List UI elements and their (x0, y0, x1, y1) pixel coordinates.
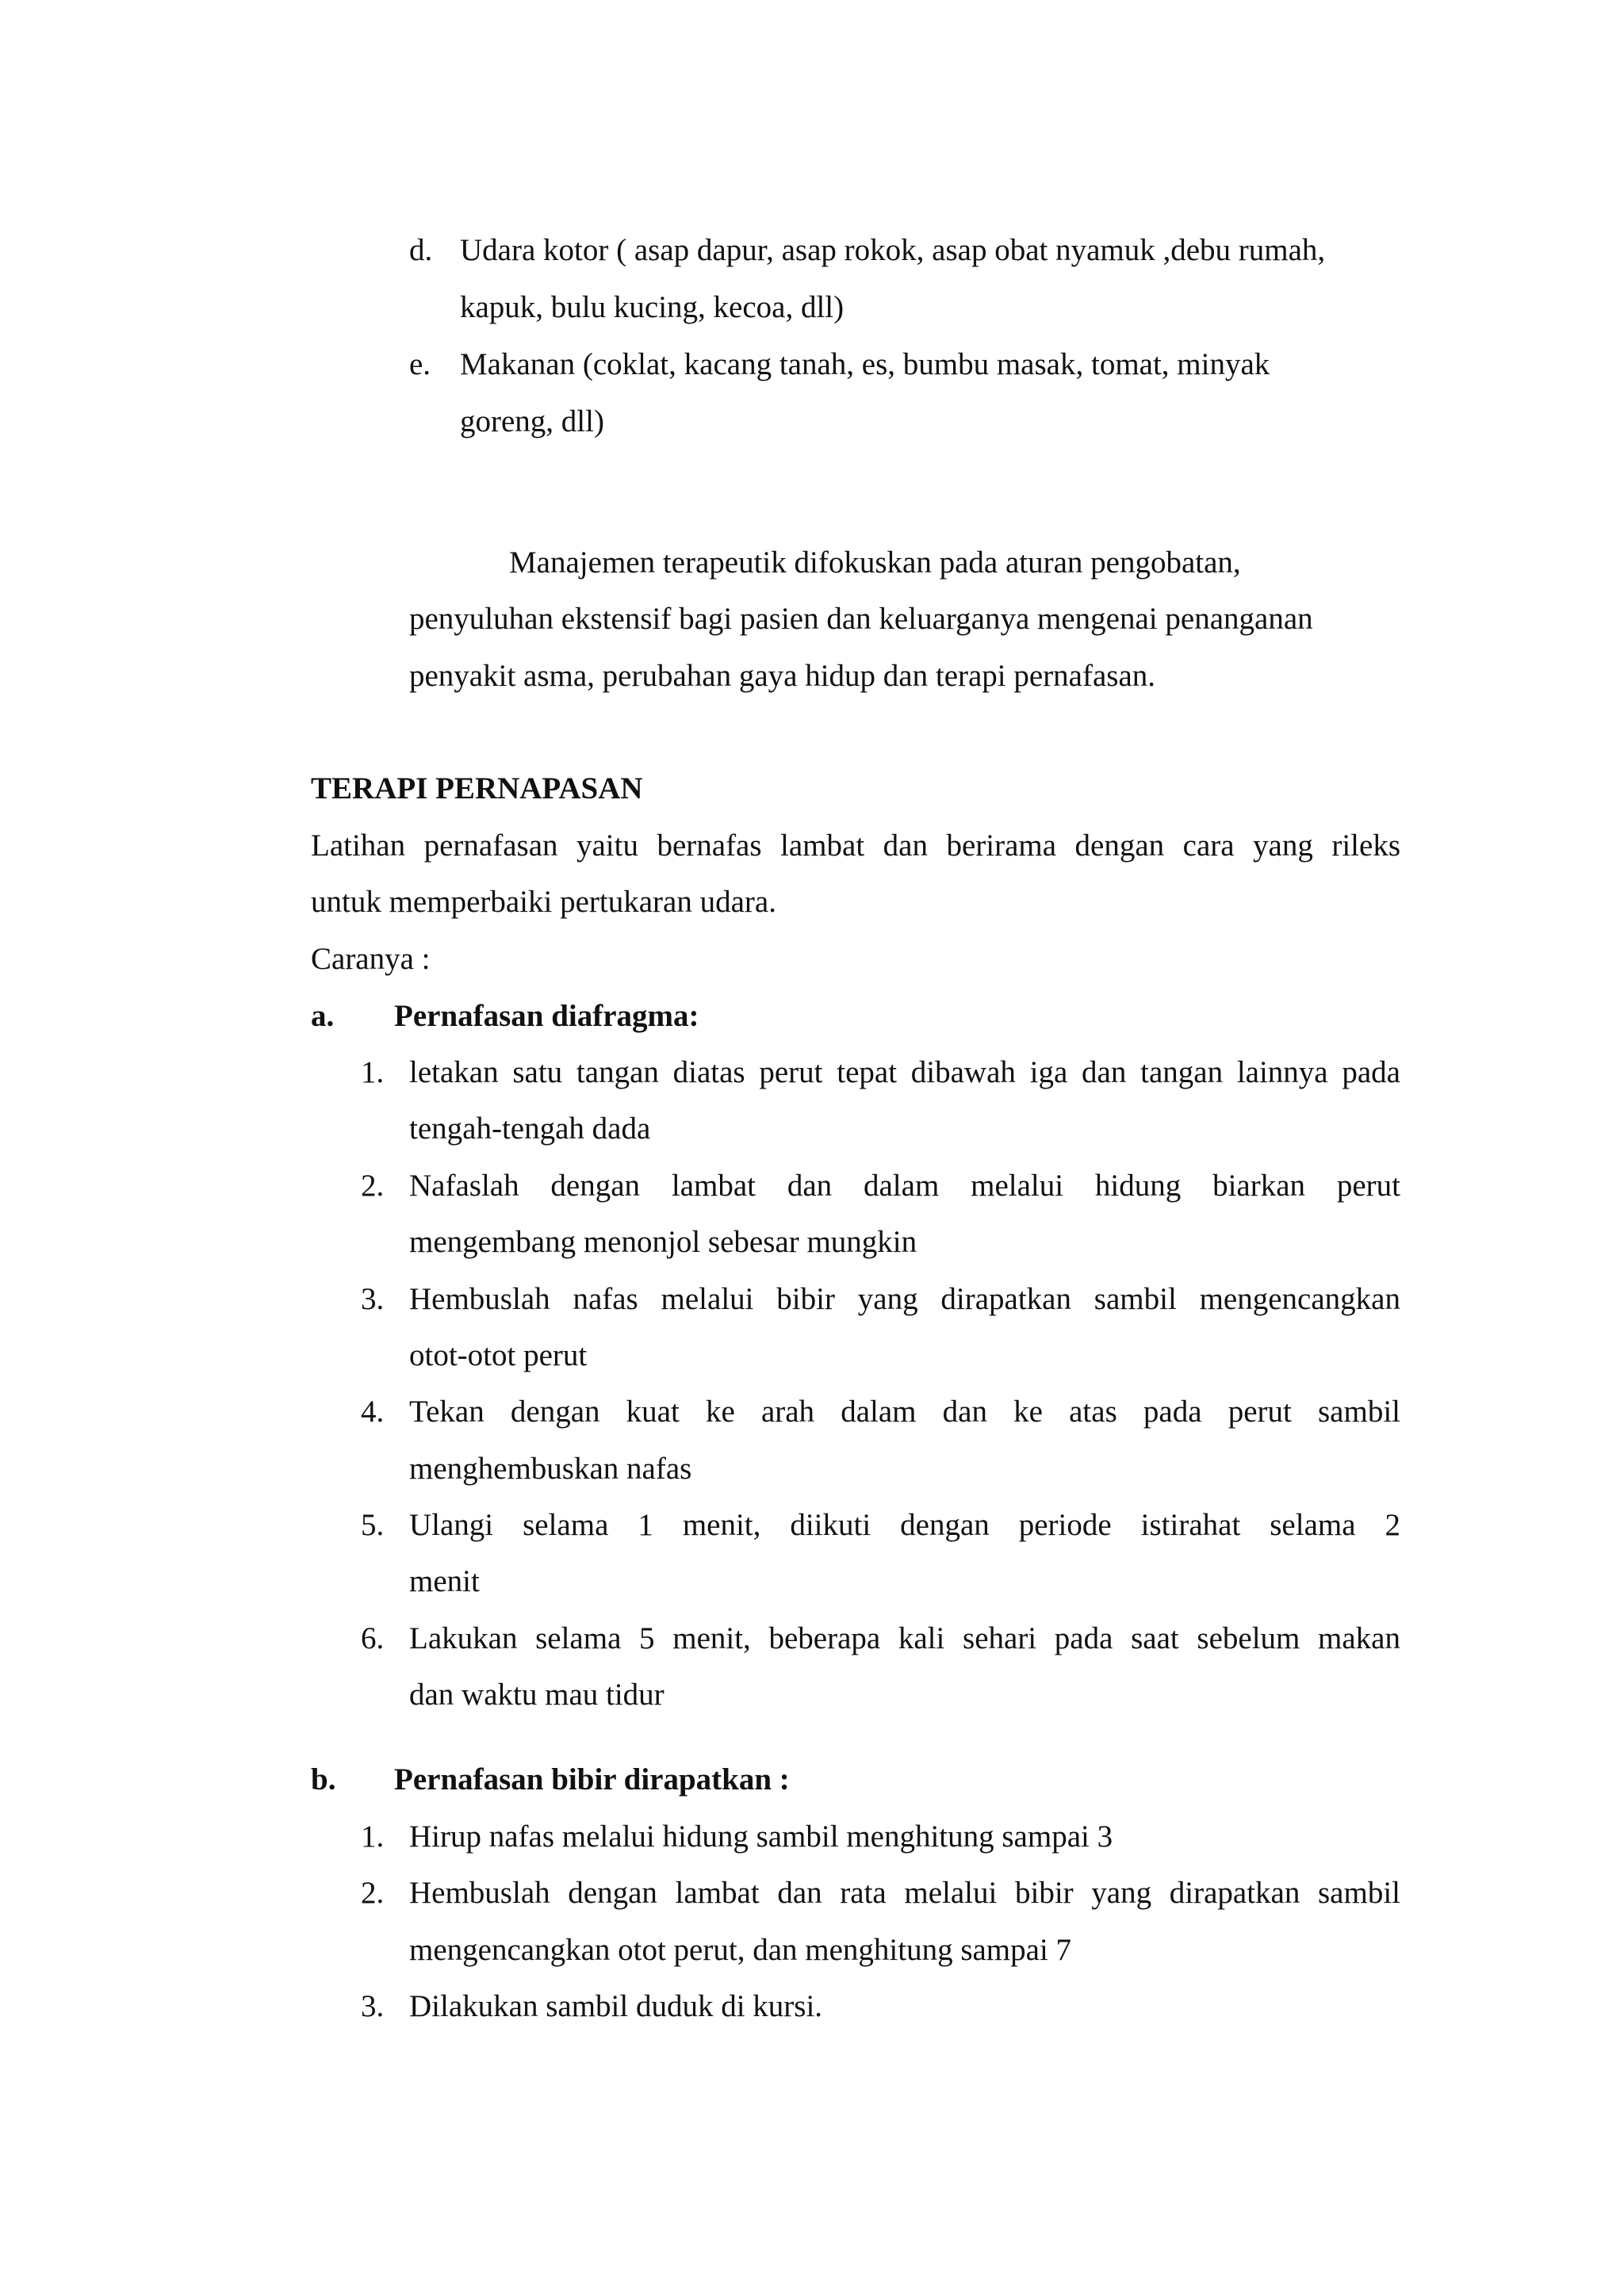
paragraph-line: penyakit asma, perubahan gaya hidup dan terapi pernafasan. (409, 659, 1156, 693)
item-line: mengencangkan otot perut, dan menghitung sampai 7 (409, 1933, 1072, 1967)
item-number: 5. (361, 1508, 385, 1542)
list-text-line: Makanan (coklat, kacang tanah, es, bumbu masak, tomat, minyak (460, 347, 1270, 381)
item-number: 1. (361, 1055, 385, 1089)
list-marker: d. (409, 233, 433, 267)
item-number: 6. (361, 1621, 385, 1655)
item-line: Tekan dengan kuat ke arah dalam dan ke atas pada perut sambil (409, 1395, 1400, 1429)
item-line: dan waktu mau tidur (409, 1678, 665, 1712)
item-number: 1. (361, 1820, 385, 1854)
paragraph-line: penyuluhan ekstensif bagi pasien dan keluarganya mengenai penanganan (409, 602, 1313, 636)
subsection-marker: a. (311, 999, 335, 1033)
item-line: Dilakukan sambil duduk di kursi. (409, 1989, 823, 2023)
item-line: mengembang menonjol sebesar mungkin (409, 1225, 917, 1259)
item-number: 2. (361, 1876, 385, 1910)
subsection-marker: b. (311, 1762, 336, 1797)
item-line: Ulangi selama 1 menit, diikuti dengan periode istirahat selama 2 (409, 1508, 1400, 1542)
item-number: 2. (361, 1169, 385, 1203)
item-line: Hirup nafas melalui hidung sambil menghitung sampai 3 (409, 1820, 1113, 1854)
intro-line: Latihan pernafasan yaitu bernafas lambat dan berirama dengan cara yang rileks (311, 828, 1400, 863)
paragraph-line: Manajemen terapeutik difokuskan pada aturan pengobatan, (509, 545, 1241, 580)
intro-line: untuk memperbaiki pertukaran udara. (311, 885, 776, 919)
section-heading: TERAPI PERNAPASAN (311, 771, 643, 806)
item-line: letakan satu tangan diatas perut tepat dibawah iga dan tangan lainnya pada (409, 1055, 1400, 1089)
caranya-label: Caranya : (311, 942, 431, 976)
item-line: Hembuslah nafas melalui bibir yang dirapatkan sambil mengencangkan (409, 1282, 1400, 1316)
list-marker: e. (409, 347, 431, 381)
item-line: menit (409, 1564, 480, 1598)
subsection-title: Pernafasan bibir dirapatkan : (394, 1762, 790, 1797)
item-line: Nafaslah dengan lambat dan dalam melalui hidung biarkan perut (409, 1169, 1400, 1203)
item-number: 3. (361, 1282, 385, 1316)
item-number: 4. (361, 1395, 385, 1429)
subsection-title: Pernafasan diafragma: (394, 999, 699, 1033)
item-line: menghembuskan nafas (409, 1452, 692, 1486)
list-text-line: Udara kotor ( asap dapur, asap rokok, asap obat nyamuk ,debu rumah, (460, 233, 1326, 267)
item-line: otot-otot perut (409, 1338, 588, 1372)
item-line: Lakukan selama 5 menit, beberapa kali sehari pada saat sebelum makan (409, 1621, 1400, 1655)
list-text-line: kapuk, bulu kucing, kecoa, dll) (460, 290, 845, 324)
item-number: 3. (361, 1989, 385, 2023)
item-line: tengah-tengah dada (409, 1112, 651, 1146)
item-line: Hembuslah dengan lambat dan rata melalui bibir yang dirapatkan sambil (409, 1876, 1400, 1910)
list-text-line: goreng, dll) (460, 404, 604, 438)
